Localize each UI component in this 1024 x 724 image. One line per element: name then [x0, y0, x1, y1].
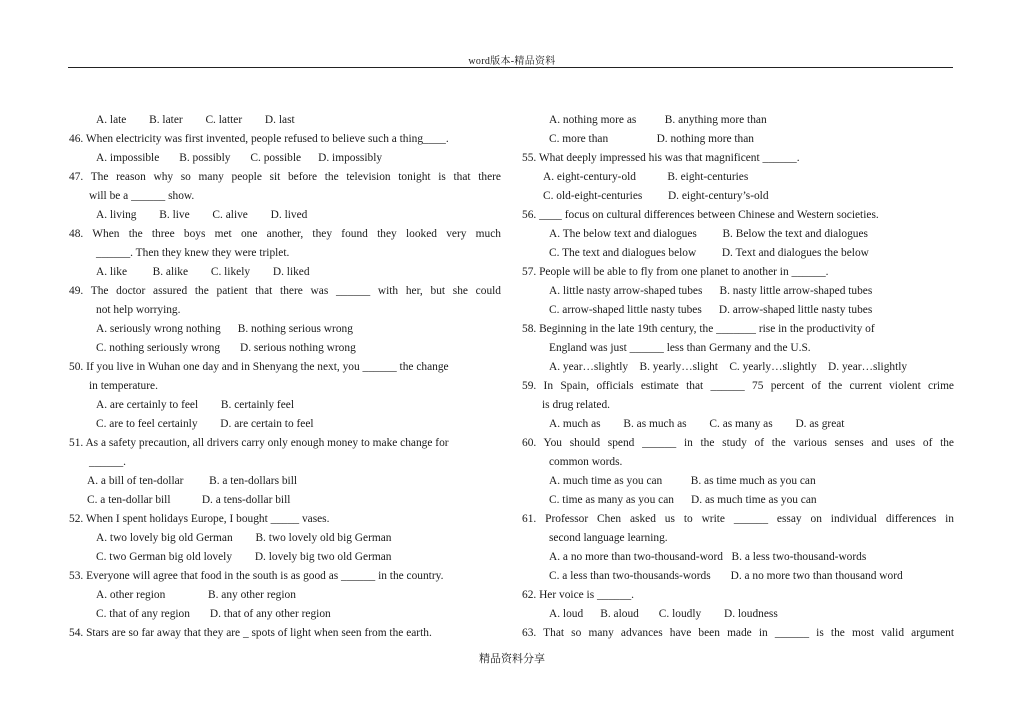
left-column-line: 54. Stars are so far away that they are _ spots of light when seen from the earth. [69, 627, 432, 639]
right-column-line: C. time as many as you can D. as much time as you can [549, 494, 817, 506]
right-column-line: C. arrow-shaped little nasty tubes D. arrow-shaped little nasty tubes [549, 304, 873, 316]
page-header: word版本-精品资料 [468, 56, 556, 67]
right-column-line: 57. People will be able to fly from one planet to another in ______. [522, 266, 829, 278]
right-column-line: A. The below text and dialogues B. Below the text and dialogues [549, 228, 868, 240]
right-column-line: 58. Beginning in the late 19th century, the _______ rise in the productivity of [522, 323, 875, 335]
right-column-line: second language learning. [549, 532, 668, 544]
left-column-line: ______. Then they knew they were triplet. [96, 247, 290, 259]
right-column-line: A. a no more than two-thousand-word B. a less two-thousand-words [549, 551, 867, 563]
left-column-line: in temperature. [89, 380, 158, 392]
left-column-line: ______. [89, 456, 127, 468]
right-column-line: England was just ______ less than Germany and the U.S. [549, 342, 811, 354]
left-column-line: 46. When electricity was first invented, people refused to believe such a thing____. [69, 133, 449, 145]
left-column-line: 47. The reason why so many people sit before the television tonight is that there [69, 171, 501, 183]
left-column-line: A. like B. alike C. likely D. liked [96, 266, 310, 278]
left-column-line: A. late B. later C. latter D. last [96, 114, 295, 126]
left-column [69, 111, 501, 643]
right-column-line: C. The text and dialogues below D. Text and dialogues the below [549, 247, 869, 259]
right-column-line: common words. [549, 456, 623, 468]
left-column-line: 51. As a safety precaution, all drivers carry only enough money to make change for [69, 437, 449, 449]
right-column-line: 59. In Spain, officials estimate that ______ 75 percent of the current violent crime [522, 380, 954, 392]
left-column-line: A. two lovely big old German B. two lovely old big German [96, 532, 392, 544]
right-column-line: A. much as B. as much as C. as many as D. as great [549, 418, 845, 430]
right-column-line: 56. ____ focus on cultural differences between Chinese and Western societies. [522, 209, 879, 221]
left-column-line: C. two German big old lovely D. lovely big two old German [96, 551, 392, 563]
left-column-line: will be a ______ show. [89, 190, 195, 202]
left-column-line: C. that of any region D. that of any other region [96, 608, 331, 620]
left-column-line: 52. When I spent holidays Europe, I bought _____ vases. [69, 513, 330, 525]
right-column-line: 60. You should spend ______ in the study of the various senses and uses of the [522, 437, 954, 449]
right-column [522, 111, 954, 643]
right-column-line: C. a less than two-thousands-words D. a no more two than thousand word [549, 570, 903, 582]
left-column-line: not help worrying. [96, 304, 181, 316]
right-column-line: 62. Her voice is ______. [522, 589, 634, 601]
right-column-line: 61. Professor Chen asked us to write ______ essay on individual differences in [522, 513, 954, 525]
right-column-line: A. loud B. aloud C. loudly D. loudness [549, 608, 778, 620]
right-column-line: is drug related. [542, 399, 611, 411]
right-column-line: C. more than D. nothing more than [549, 133, 755, 145]
right-column-line: C. old-eight-centuries D. eight-century’s-old [543, 190, 769, 202]
left-column-line: 53. Everyone will agree that food in the south is as good as ______ in the country. [69, 570, 444, 582]
right-column-line: A. little nasty arrow-shaped tubes B. nasty little arrow-shaped tubes [549, 285, 873, 297]
left-column-line: A. living B. live C. alive D. lived [96, 209, 308, 221]
page-footer: 精品资料分享 [479, 653, 545, 665]
left-column-line: C. a ten-dollar bill D. a tens-dollar bill [87, 494, 291, 506]
header-rule [68, 67, 953, 68]
left-column-line: A. other region B. any other region [96, 589, 296, 601]
right-column-line: A. nothing more as B. anything more than [549, 114, 767, 126]
left-column-line: A. are certainly to feel B. certainly feel [96, 399, 294, 411]
left-column-line: 49. The doctor assured the patient that there was ______ with her, but she could [69, 285, 501, 297]
right-column-line: A. much time as you can B. as time much as you can [549, 475, 816, 487]
left-column-line: C. nothing seriously wrong D. serious nothing wrong [96, 342, 356, 354]
right-column-line: A. eight-century-old B. eight-centuries [543, 171, 749, 183]
left-column-line: C. are to feel certainly D. are certain to feel [96, 418, 314, 430]
left-column-line: A. impossible B. possibly C. possible D. impossibly [96, 152, 383, 164]
left-column-line: A. a bill of ten-dollar B. a ten-dollars bill [87, 475, 298, 487]
left-column-line: 50. If you live in Wuhan one day and in Shenyang the next, you ______ the change [69, 361, 449, 373]
left-column-line: A. seriously wrong nothing B. nothing serious wrong [96, 323, 353, 335]
right-column-line: A. year…slightly B. yearly…slight C. yearly…slightly D. year…slightly [549, 361, 908, 373]
right-column-line: 55. What deeply impressed his was that magnificent ______. [522, 152, 800, 164]
left-column-line: 48. When the three boys met one another, they found they looked very much [69, 228, 501, 240]
right-column-line: 63. That so many advances have been made in ______ is the most valid argument [522, 627, 954, 639]
